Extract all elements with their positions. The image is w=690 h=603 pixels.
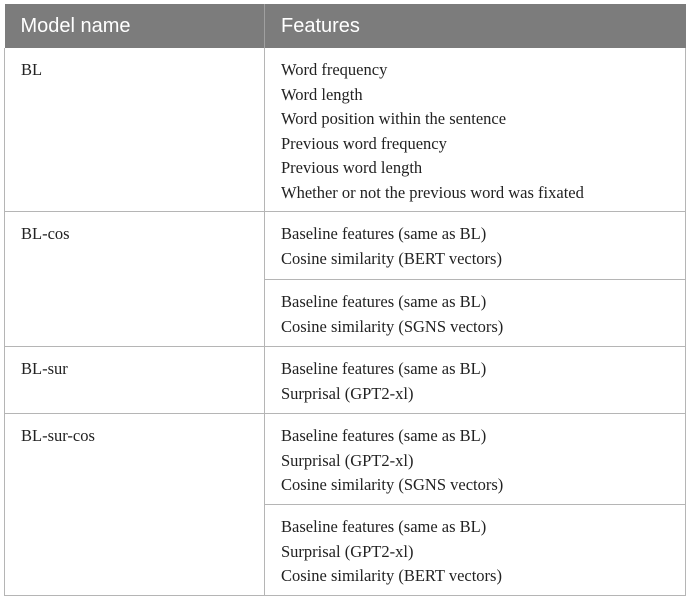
feature-item: Baseline features (same as BL) xyxy=(281,292,487,311)
table-header xyxy=(5,4,686,48)
feature-item: Previous word length xyxy=(281,158,423,177)
features-cell xyxy=(265,414,686,505)
model-name-cell: BL xyxy=(5,48,265,212)
feature-item: Word frequency xyxy=(281,60,388,79)
feature-item: Cosine similarity (SGNS vectors) xyxy=(281,475,504,494)
table-row xyxy=(5,212,686,280)
feature-item: Cosine similarity (BERT vectors) xyxy=(281,566,502,585)
header-features: Features xyxy=(265,4,686,48)
features-cell xyxy=(265,505,686,596)
header-model-name: Model name xyxy=(5,4,265,48)
feature-item: Cosine similarity (BERT vectors) xyxy=(281,248,502,268)
feature-item: Cosine similarity (SGNS vectors) xyxy=(281,316,504,336)
feature-item: Baseline features (same as BL) xyxy=(281,517,487,536)
feature-item: Word length xyxy=(281,84,363,104)
table-row xyxy=(5,414,686,505)
feature-item: Surprisal (GPT2-xl) xyxy=(281,383,414,403)
feature-item: Surprisal (GPT2-xl) xyxy=(281,450,414,470)
features-cell xyxy=(265,212,686,280)
features-cell xyxy=(265,48,686,212)
table-row xyxy=(5,48,686,212)
model-name-cell: BL-sur-cos xyxy=(5,414,265,596)
feature-item: Word position within the sentence xyxy=(281,109,507,128)
header-row xyxy=(5,4,686,48)
feature-item: Previous word frequency xyxy=(281,133,447,153)
features-cell xyxy=(265,280,686,347)
feature-item: Baseline features (same as BL) xyxy=(281,224,487,243)
feature-item: Baseline features (same as BL) xyxy=(281,426,487,445)
features-cell xyxy=(265,347,686,414)
model-name-cell: BL-sur xyxy=(5,347,265,414)
feature-item: Whether or not the previous word was fixated xyxy=(281,182,584,202)
model-features-table xyxy=(4,4,686,596)
feature-item: Surprisal (GPT2-xl) xyxy=(281,541,414,561)
table-body xyxy=(5,48,686,596)
model-name-cell: BL-cos xyxy=(5,212,265,347)
feature-item: Baseline features (same as BL) xyxy=(281,359,487,378)
table-row xyxy=(5,347,686,414)
